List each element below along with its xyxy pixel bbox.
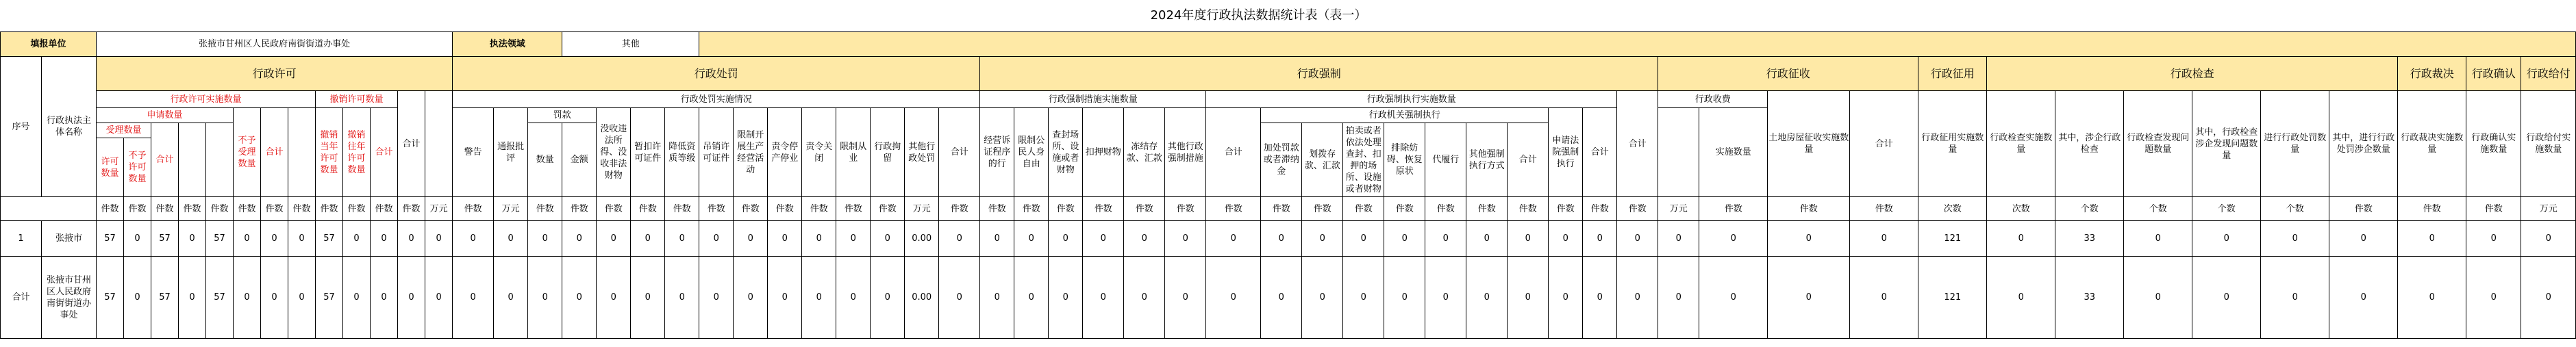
suspend-license-header: 暂扣许可证件 (631, 108, 665, 197)
unit-cell: 件数 (261, 197, 288, 221)
payment-group-header: 行政给付 (2521, 57, 2576, 91)
row-value-cell: 0.00 (905, 221, 939, 257)
row-value-cell: 0 (2329, 221, 2398, 257)
unit-cell: 件数 (1165, 197, 1206, 221)
unit-cell: 万元 (905, 197, 939, 221)
measures-header: 行政强制措施实施数量 (980, 91, 1206, 108)
row-value-cell: 0 (179, 257, 206, 339)
row-value-cell: 0 (234, 257, 261, 339)
row-value-cell: 0 (802, 221, 836, 257)
not-accepted-header: 不予受理数量 (234, 108, 261, 197)
unit-label: 填报单位 (1, 32, 97, 57)
row-value-cell: 0 (1987, 221, 2055, 257)
other-exec-header: 其他强制执行方式 (1466, 123, 1508, 197)
row-value-cell: 0 (2521, 221, 2576, 257)
payment-count-header: 行政给付实施数量 (2521, 91, 2576, 197)
row-value-cell: 0 (631, 221, 665, 257)
row-seq: 合计 (1, 257, 42, 339)
unit-cell: 件数 (768, 197, 802, 221)
row-value-cell: 0 (665, 257, 699, 339)
seq-header: 序号 (1, 57, 42, 197)
row-value-cell: 0 (2124, 257, 2192, 339)
revoke-license-header: 吊销许可证件 (699, 108, 734, 197)
row-value-cell: 0 (597, 221, 631, 257)
license-total-header: 合计 (261, 108, 288, 197)
field-value: 其他 (562, 32, 699, 57)
row-value-cell: 0 (425, 221, 453, 257)
header-row-2 (1, 91, 2576, 108)
unit-cell: 件数 (288, 197, 316, 221)
row-value-cell: 0 (494, 257, 528, 339)
row-value-cell: 0 (1206, 221, 1261, 257)
row-value-cell: 0 (768, 257, 802, 339)
unit-cell: 件数 (1617, 197, 1658, 221)
confiscate-header: 没收违法所得、没收非法财物 (597, 108, 631, 197)
subject-header: 行政执法主体名称 (42, 57, 97, 197)
row-value-cell: 121 (1918, 257, 1987, 339)
row-value-cell: 0 (2261, 221, 2329, 257)
row-value-cell: 0 (1124, 221, 1165, 257)
row-value-cell: 57 (316, 257, 343, 339)
row-value-cell: 0 (1466, 257, 1508, 339)
coerce-total-header: 合计 (1617, 91, 1658, 197)
row-value-cell: 0 (1049, 221, 1083, 257)
row-value-cell: 0 (1206, 257, 1261, 339)
row-value-cell: 0 (1124, 257, 1165, 339)
exec-spacer (1658, 108, 1699, 197)
row-value-cell: 0 (1261, 221, 1302, 257)
unit-cell: 件数 (1083, 197, 1124, 221)
row-value-cell: 0 (453, 221, 494, 257)
data-row (1, 221, 2576, 257)
row-value-cell: 0 (1768, 221, 1850, 257)
unit-cell: 次数 (1987, 197, 2055, 221)
row-value-cell: 0 (124, 257, 151, 339)
row-value-cell: 0 (1302, 257, 1343, 339)
row-value-cell: 0 (1384, 257, 1425, 339)
confirm-count-header: 行政确认实施数量 (2466, 91, 2521, 197)
unit-cell: 件数 (1124, 197, 1165, 221)
row-value-cell: 0 (1425, 221, 1466, 257)
row-value-cell: 0 (1425, 257, 1466, 339)
row-subject-name: 张掖市甘州区人民政府南街街道办事处 (42, 257, 97, 339)
unit-cell: 件数 (206, 197, 234, 221)
info-row (1, 32, 2576, 57)
row-value-cell: 0 (980, 221, 1014, 257)
fine-count-header: 数量 (528, 123, 562, 197)
row-value-cell: 0 (2398, 257, 2466, 339)
unit-cell: 万元 (425, 197, 453, 221)
row-value-cell: 0 (371, 257, 398, 339)
row-value-cell: 57 (97, 257, 124, 339)
row-value-cell: 57 (97, 221, 124, 257)
detention-header: 行政拘留 (871, 108, 905, 197)
unit-cell: 件数 (124, 197, 151, 221)
row-value-cell: 0 (1466, 221, 1508, 257)
unit-cell: 万元 (2521, 197, 2576, 221)
inspect-enterprise-problems-header: 其中，行政检查涉企发现问题数量 (2192, 91, 2261, 197)
row-value-cell: 0 (980, 257, 1014, 339)
row-value-cell: 0 (1617, 221, 1658, 257)
row-value-cell: 0 (939, 257, 980, 339)
accepted-header: 受理数量 (97, 123, 151, 138)
row-value-cell: 0 (871, 221, 905, 257)
statistics-table (0, 31, 2576, 339)
row-value-cell: 0 (939, 221, 980, 257)
inspect-joint-header: 其中，涉企行政检查 (2055, 91, 2124, 197)
unit-cell: 件数 (1343, 197, 1384, 221)
unit-cell: 件数 (939, 197, 980, 221)
unit-cell: 件数 (2466, 197, 2521, 221)
row-value-cell: 33 (2055, 257, 2124, 339)
row-value-cell: 0 (1583, 221, 1617, 257)
unit-cell: 件数 (734, 197, 768, 221)
criticism-header: 通报批评 (494, 108, 528, 197)
unit-cell: 件数 (1302, 197, 1343, 221)
row-value-cell: 0 (425, 257, 453, 339)
unit-cell: 件数 (1014, 197, 1049, 221)
unit-cell: 件数 (234, 197, 261, 221)
unit-cell: 件数 (562, 197, 597, 221)
fee-count-header: 实施数量 (1699, 108, 1768, 197)
row-value-cell: 0 (528, 221, 562, 257)
row-value-cell: 0 (836, 221, 871, 257)
unit-cell: 件数 (2398, 197, 2466, 221)
unit-cell: 件数 (802, 197, 836, 221)
downgrade-header: 降低资质等级 (665, 108, 699, 197)
punish-impl-header: 行政处罚实施情况 (453, 91, 980, 108)
unit-cell: 件数 (1206, 197, 1261, 221)
row-value-cell: 0 (1987, 257, 2055, 339)
row-value-cell: 0 (1850, 221, 1918, 257)
row-value-cell: 0 (836, 257, 871, 339)
unit-cell: 件数 (371, 197, 398, 221)
unit-cell: 件数 (631, 197, 665, 221)
close-header: 责令关闭 (802, 108, 836, 197)
row-value-cell: 0 (124, 221, 151, 257)
requisition-group-header: 行政征用 (1918, 57, 1987, 91)
sheet-title: 2024年度行政执法数据统计表（表一） (1150, 8, 1367, 23)
row-value-cell: 0 (2192, 221, 2261, 257)
row-value-cell: 0 (597, 257, 631, 339)
unit-name: 张掖市甘州区人民政府南街街道办事处 (97, 32, 453, 57)
penalty-fee-header: 加处罚款或者滞纳金 (1261, 123, 1302, 197)
unit-cell: 件数 (836, 197, 871, 221)
row-value-cell: 0 (1699, 221, 1768, 257)
row-value-cell: 0 (631, 257, 665, 339)
stop-business-header: 责令停产停业 (768, 108, 802, 197)
field-label: 执法领域 (453, 32, 562, 57)
row-value-cell: 0 (665, 221, 699, 257)
fine-amount-header: 金额 (562, 123, 597, 197)
punish-total-header: 合计 (939, 108, 980, 197)
row-value-cell: 33 (2055, 221, 2124, 257)
ruling-count-header: 行政裁决实施数量 (2398, 91, 2466, 197)
warning-header: 警告 (453, 108, 494, 197)
unit-cell: 件数 (453, 197, 494, 221)
organ-total-header: 合计 (1508, 123, 1549, 197)
unit-cell: 个数 (2124, 197, 2192, 221)
row-value-cell: 57 (206, 221, 234, 257)
units-row (1, 197, 2576, 221)
revoke-a-header: 撤销当年许可数量 (316, 108, 343, 197)
license-grand-total-header: 合计 (398, 91, 425, 197)
measures-total-header: 合计 (1206, 108, 1261, 197)
denied-header: 不予许可数量 (124, 138, 151, 197)
unit-cell: 个数 (2055, 197, 2124, 221)
unit-cell: 件数 (151, 197, 179, 221)
row-value-cell: 0 (802, 257, 836, 339)
license-subtotal-2-header (179, 123, 206, 197)
row-value-cell: 0 (2521, 257, 2576, 339)
other-punish-header: 其他行政处罚 (905, 108, 939, 197)
row-value-cell: 0 (1384, 221, 1425, 257)
transfer-header: 划拨存款、汇款 (1302, 123, 1343, 197)
row-value-cell: 0 (871, 257, 905, 339)
inspect-group-header: 行政检查 (1987, 57, 2398, 91)
row-value-cell: 57 (206, 257, 234, 339)
revoke-header: 撤销许可数量 (316, 91, 398, 108)
row-value-cell: 0 (453, 257, 494, 339)
granted-header: 许可数量 (97, 138, 124, 197)
row-value-cell: 0 (734, 221, 768, 257)
row-value-cell: 0 (343, 257, 371, 339)
fee-header: 行政收费 (1658, 91, 1768, 108)
unit-cell: 万元 (494, 197, 528, 221)
unit-cell: 件数 (1699, 197, 1768, 221)
row-value-cell: 0 (1083, 257, 1124, 339)
row-value-cell: 0 (699, 257, 734, 339)
unit-cell: 件数 (179, 197, 206, 221)
row-value-cell: 0 (2261, 257, 2329, 339)
proxy-header: 代履行 (1425, 123, 1466, 197)
row-value-cell: 0 (528, 257, 562, 339)
row-value-cell: 0 (699, 221, 734, 257)
license-spacer (425, 91, 453, 197)
remove-header: 排除妨碍、恢复原状 (1384, 123, 1425, 197)
row-value-cell: 0 (1083, 221, 1124, 257)
row-value-cell: 0.00 (905, 257, 939, 339)
row-seq: 1 (1, 221, 42, 257)
freeze-header: 冻结存款、汇款 (1124, 108, 1165, 197)
restrict-freedom-header: 限制公民人身自由 (1014, 108, 1049, 197)
row-value-cell: 0 (1014, 221, 1049, 257)
row-value-cell: 0 (398, 221, 425, 257)
fine-header: 罚款 (528, 108, 597, 123)
row-value-cell: 0 (1658, 257, 1699, 339)
unit-cell: 次数 (1918, 197, 1987, 221)
row-value-cell: 0 (1302, 221, 1343, 257)
unit-cell: 件数 (316, 197, 343, 221)
ruling-group-header: 行政裁决 (2398, 57, 2466, 91)
unit-cell: 万元 (1658, 197, 1699, 221)
revoke-total-header: 合计 (371, 108, 398, 197)
unit-cell: 件数 (398, 197, 425, 221)
row-value-cell: 0 (261, 257, 288, 339)
row-value-cell: 121 (1918, 221, 1987, 257)
unit-cell: 个数 (2261, 197, 2329, 221)
unit-cell: 件数 (1384, 197, 1425, 221)
organ-exec-header: 行政机关强制执行 (1261, 108, 1549, 123)
license-spacer-2 (288, 108, 316, 197)
row-value-cell: 57 (151, 221, 179, 257)
confirm-group-header: 行政确认 (2466, 57, 2521, 91)
group-header-row (1, 57, 2576, 91)
levy-group-header: 行政征收 (1658, 57, 1918, 91)
row-value-cell: 0 (1658, 221, 1699, 257)
seize-header: 扣押财物 (1083, 108, 1124, 197)
exec-total-header: 合计 (1583, 108, 1617, 197)
row-value-cell: 0 (2192, 257, 2261, 339)
row-value-cell: 0 (371, 221, 398, 257)
row-value-cell: 0 (1049, 257, 1083, 339)
row-value-cell: 0 (1343, 257, 1384, 339)
row-value-cell: 0 (494, 221, 528, 257)
row-value-cell: 0 (2124, 221, 2192, 257)
row-value-cell: 57 (316, 221, 343, 257)
row-value-cell: 0 (1014, 257, 1049, 339)
seal-header: 查封场所、设施或者财物 (1049, 108, 1083, 197)
unit-cell: 件数 (1508, 197, 1549, 221)
revoke-b-header: 撤销往年许可数量 (343, 108, 371, 197)
row-value-cell: 0 (562, 257, 597, 339)
row-value-cell: 0 (2466, 221, 2521, 257)
unit-cell: 件数 (528, 197, 562, 221)
inspect-enterprise-punish-header: 其中，进行行政处罚涉企数量 (2329, 91, 2398, 197)
row-subject-name: 张掖市 (42, 221, 97, 257)
row-value-cell: 57 (151, 257, 179, 339)
units-spacer (1, 197, 97, 221)
other-measures-header: 其他行政强制措施 (1165, 108, 1206, 197)
row-value-cell: 0 (1699, 257, 1768, 339)
row-value-cell: 0 (1261, 257, 1302, 339)
apply-header: 申请数量 (97, 108, 234, 123)
row-value-cell: 0 (288, 221, 316, 257)
row-value-cell: 0 (1549, 221, 1583, 257)
unit-cell: 件数 (699, 197, 734, 221)
row-value-cell: 0 (1165, 221, 1206, 257)
row-value-cell: 0 (398, 257, 425, 339)
row-value-cell: 0 (1549, 257, 1583, 339)
row-value-cell: 0 (768, 221, 802, 257)
row-value-cell: 0 (1617, 257, 1658, 339)
punish-group-header: 行政处罚 (453, 57, 980, 91)
economy-header: 经营诉证程序的行 (980, 108, 1014, 197)
row-value-cell: 0 (1850, 257, 1918, 339)
row-value-cell: 0 (734, 257, 768, 339)
unit-cell: 件数 (597, 197, 631, 221)
unit-cell: 件数 (665, 197, 699, 221)
unit-cell: 件数 (343, 197, 371, 221)
row-value-cell: 0 (1508, 221, 1549, 257)
unit-cell: 件数 (1466, 197, 1508, 221)
unit-cell: 件数 (2329, 197, 2398, 221)
row-value-cell: 0 (2329, 257, 2398, 339)
row-value-cell: 0 (1343, 221, 1384, 257)
row-value-cell: 0 (261, 221, 288, 257)
limit-practice-header: 限制从业 (836, 108, 871, 197)
unit-cell: 件数 (1425, 197, 1466, 221)
row-value-cell: 0 (1768, 257, 1850, 339)
unit-cell: 件数 (1049, 197, 1083, 221)
levy-total-header: 合计 (1850, 91, 1918, 197)
inspect-count-header: 行政检查实施数量 (1987, 91, 2055, 197)
row-value-cell: 0 (1165, 257, 1206, 339)
license-subtotal-header: 合计 (151, 123, 179, 197)
inspect-punish-header: 进行行政处罚数量 (2261, 91, 2329, 197)
row-value-cell: 0 (179, 221, 206, 257)
unit-cell: 个数 (2192, 197, 2261, 221)
restrict-header: 限制开展生产经营活动 (734, 108, 768, 197)
row-value-cell: 0 (2398, 221, 2466, 257)
data-row (1, 257, 2576, 339)
unit-cell: 件数 (97, 197, 124, 221)
unit-cell: 件数 (1583, 197, 1617, 221)
coerce-group-header: 行政强制 (980, 57, 1658, 91)
auction-header: 拍卖或者依法处理查封、扣押的场所、设施或者财物 (1343, 123, 1384, 197)
row-value-cell: 0 (1583, 257, 1617, 339)
row-value-cell: 0 (562, 221, 597, 257)
land-header: 土地房屋征收实施数量 (1768, 91, 1850, 197)
unit-cell: 件数 (1850, 197, 1918, 221)
unit-cell: 件数 (871, 197, 905, 221)
license-subtotal-3-header (206, 123, 234, 197)
unit-cell: 件数 (1768, 197, 1850, 221)
unit-cell: 件数 (980, 197, 1014, 221)
row-value-cell: 0 (1508, 257, 1549, 339)
row-value-cell: 0 (234, 221, 261, 257)
unit-cell: 件数 (1549, 197, 1583, 221)
row-value-cell: 0 (2466, 257, 2521, 339)
inspect-problems-header: 行政检查发现问题数量 (2124, 91, 2192, 197)
execution-header: 行政强制执行实施数量 (1206, 91, 1617, 108)
row-value-cell: 0 (343, 221, 371, 257)
court-exec-header: 申请法院强制执行 (1549, 108, 1583, 197)
license-impl-header: 行政许可实施数量 (97, 91, 316, 108)
unit-cell: 件数 (1261, 197, 1302, 221)
license-group-header: 行政许可 (97, 57, 453, 91)
info-fill (699, 32, 2576, 57)
requisition-count-header: 行政征用实施数量 (1918, 91, 1987, 197)
row-value-cell: 0 (288, 257, 316, 339)
